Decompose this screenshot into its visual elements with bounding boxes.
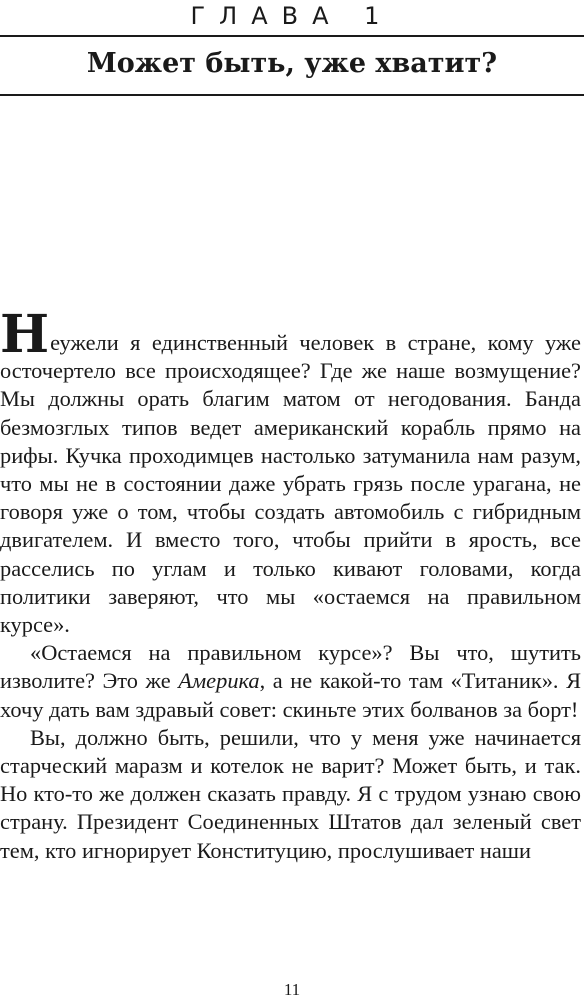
paragraph-1 [0, 304, 581, 639]
paragraph-2 [0, 639, 581, 724]
paragraph-2-emphasis: Америка [178, 668, 260, 694]
paragraph-2-text-a: «Остаемся на правильном курсе»? Вы что, шутить изволите? Это же [0, 640, 581, 694]
paragraph-2-text-b: , а не какой-то там «Титаник». Я хочу дать вам здравый совет: скиньте этих болванов за борт! [0, 668, 581, 722]
paragraph-1-text: еужели я единственный человек в стране, кому уже осточертело все происходящее? Где же наше возмущение? Мы должны орать благим матом от негодования. Банда безмозглых типов ведет американский корабль прямо на рифы. Кучка проходимцев настолько затуманила нам разум, что мы не в состоянии даже убрать грязь после урагана, не говоря уже о том, чтобы создать автомобиль с гибридным двигателем. И вместо того, чтобы прийти в ярость, все расселись по углам и только кивают головами, когда политики заверяют, что мы «остаемся на правильном курсе». [0, 330, 581, 638]
bottom-rule [0, 94, 584, 96]
page-number: 11 [283, 980, 301, 999]
top-rule [0, 35, 584, 37]
drop-cap: Н [0, 304, 50, 365]
chapter-title: Может быть, уже хватит? [86, 48, 498, 79]
chapter-label: ГЛАВА 1 [190, 2, 394, 30]
body-text [0, 304, 581, 865]
paragraph-3: Вы, должно быть, решили, что у меня уже начинается старческий маразм и котелок не варит? Может быть, и так. Но кто-то же должен сказать правду. Я с трудом узнаю свою страну. Президент Соединенных Штатов дал зеленый свет тем, кто игнорирует Конституцию, прослушивает наши [0, 724, 581, 863]
